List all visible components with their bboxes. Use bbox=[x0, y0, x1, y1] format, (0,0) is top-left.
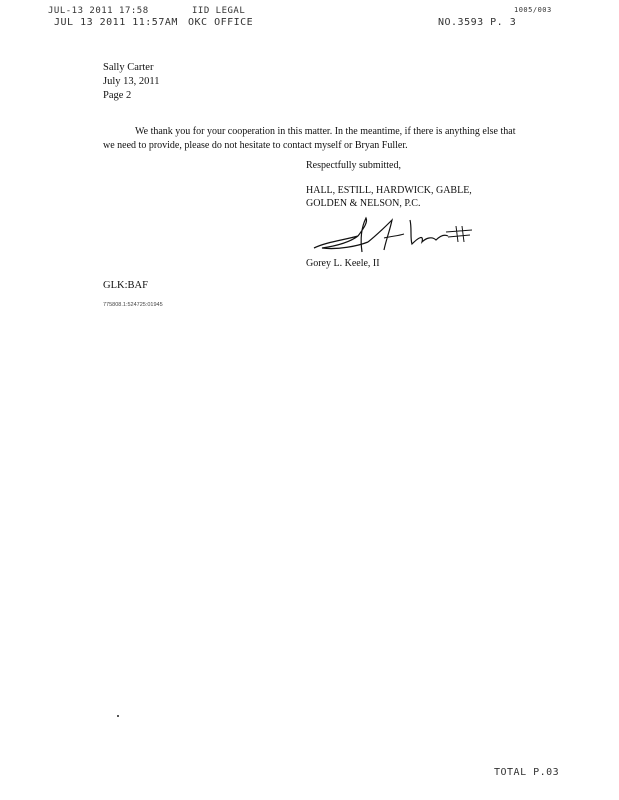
closing-line: Respectfully submitted, bbox=[306, 160, 401, 171]
firm-name-line1: HALL, ESTILL, HARDWICK, GABLE, bbox=[306, 185, 472, 196]
handwritten-signature bbox=[306, 212, 481, 257]
scan-speck bbox=[117, 715, 119, 717]
firm-name-line2: GOLDEN & NELSON, P.C. bbox=[306, 198, 421, 209]
fax-line2-page-number: NO.3593 P. 3 bbox=[438, 17, 517, 28]
fax-line2-sender: OKC OFFICE bbox=[188, 17, 254, 28]
recipient-name: Sally Carter bbox=[103, 62, 154, 73]
page-label: Page 2 bbox=[103, 90, 132, 101]
total-pages: TOTAL P.03 bbox=[494, 767, 560, 778]
fax-line2-datetime: JUL 13 2011 11:57AM bbox=[54, 17, 178, 28]
letter-date: July 13, 2011 bbox=[103, 76, 160, 87]
fax-line1-datetime: JUL-13 2011 17:58 bbox=[48, 6, 149, 16]
fax-line1-page-code: 1005/003 bbox=[514, 6, 552, 14]
fax-line1-sender: IID LEGAL bbox=[192, 6, 246, 16]
letter-body: We thank you for your cooperation in this matter. In the meantime, if there is anything else that we need to provide, please do not hesitate to contact myself or Bryan Fuller. bbox=[103, 126, 516, 151]
document-code: 775808.1:524725:01945 bbox=[103, 302, 163, 308]
reference-initials: GLK:BAF bbox=[103, 280, 148, 291]
signer-name: Gorey L. Keele, II bbox=[306, 258, 380, 269]
